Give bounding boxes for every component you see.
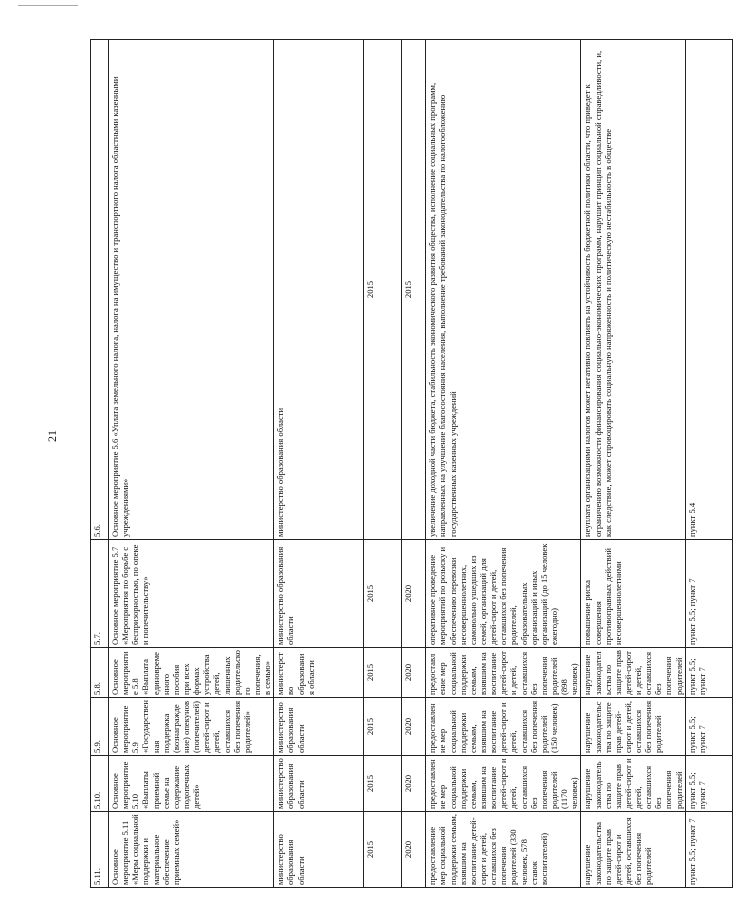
cell-start-5-11: 2015 — [364, 812, 402, 888]
cell-result-5-6: увеличение доходной части бюджета, стабильность экономического развития общества, исполнение социальных программ, направленных на улучшение благосостояния населения, выполнение требований законодательства по налогообложению государственных казенных учреждений — [426, 40, 581, 540]
cell-start-5-9: 2015 — [364, 698, 402, 756]
top-rule — [18, 5, 78, 6]
field-row-link — [685, 40, 732, 888]
cell-title-5-10: Основное мероприятие 5.10 «Выплаты приемной семье на содержание подопечных детей» — [109, 756, 274, 812]
cell-title-5-9: Основное мероприятие 5.9 «Государственная поддержка (вознаграждение) опекунов (попечителей) детей-сирот и детей, оставшихся без попечения родителей» — [109, 698, 274, 756]
cell-link-5-6: пункт 5.4 — [685, 40, 732, 540]
cell-consequence-5-9: нарушение законодательства по защите прав детей-сирот и детей, оставшихся без попечения родителей — [581, 698, 685, 756]
cell-executor-5-8: министерство образования области — [274, 648, 364, 698]
cell-end-5-8: 2020 — [402, 648, 426, 698]
cell-start-5-7: 2015 — [364, 540, 402, 648]
cell-end-5-11: 2020 — [402, 812, 426, 888]
field-row-end — [402, 40, 426, 888]
field-row-executor — [274, 40, 364, 888]
field-row-start — [364, 40, 402, 888]
cell-start-5-6: 2015 — [364, 40, 402, 540]
cell-executor-5-7: министерство образования области — [274, 540, 364, 648]
cell-result-5-9: предоставление мер социальной поддержки семьям, взявшим на воспитание детей-сирот и детей, оставшихся без попечения родителей (150 человек) — [426, 698, 581, 756]
cell-consequence-5-10: нарушение законодательства по защите прав детей-сирот и детей, оставшихся без попечения родителей — [581, 756, 685, 812]
cell-result-5-10: предоставление мер социальной поддержки семьям, взявшим на воспитание детей-сирот и детей, оставшихся без попечения родителей (1170 человек) — [426, 756, 581, 812]
cell-num-5-10: 5.10. — [91, 756, 109, 812]
cell-end-5-6: 2015 — [402, 40, 426, 540]
page-number: 21 — [45, 430, 59, 442]
cell-result-5-11: предоставление мер социальной поддержки семьям, взявшим на воспитание детей-сирот и детей, оставшихся без попечения родителей (330 человек, 578 ставок воспитателей) — [426, 812, 581, 888]
cell-num-5-8: 5.8. — [91, 648, 109, 698]
cell-executor-5-9: министерство образования области — [274, 698, 364, 756]
cell-consequence-5-7: повышение риска совершения противоправных действий несовершеннолетними — [581, 540, 685, 648]
cell-end-5-10: 2020 — [402, 756, 426, 812]
cell-title-5-11: Основное мероприятие 5.11 «Меры социальной поддержки и материальное обеспечение приемных семей» — [109, 812, 274, 888]
cell-result-5-7: оперативное проведение мероприятий по розыску и обеспечению перевозки несовершеннолетних, самовольно ушедших из семей, организаций для детей-сирот и детей, оставшихся без попечения родителей, образовательных организаций и иных организаций (до 15 человек ежегодно) — [426, 540, 581, 648]
cell-consequence-5-8: нарушение законодательства по защите прав детей-сирот и детей, оставшихся без попечения родителей — [581, 648, 685, 698]
cell-num-5-11: 5.11. — [91, 812, 109, 888]
program-activities-table — [90, 39, 733, 888]
cell-start-5-10: 2015 — [364, 756, 402, 812]
cell-start-5-8: 2015 — [364, 648, 402, 698]
rotated-table-canvas — [90, 40, 707, 888]
cell-num-5-6: 5.6. — [91, 40, 109, 540]
cell-executor-5-6: министерство образования области — [274, 40, 364, 540]
cell-end-5-7: 2020 — [402, 540, 426, 648]
cell-consequence-5-11: нарушение законодательства по защите прав детей-сирот и детей, оставшихся без попечения родителей — [581, 812, 685, 888]
cell-link-5-10: пункт 5.5; пункт 7 — [685, 756, 732, 812]
cell-executor-5-11: министерство образования области — [274, 812, 364, 888]
cell-executor-5-10: министерство образования области — [274, 756, 364, 812]
field-row-title — [109, 40, 274, 888]
cell-result-5-8: предоставление мер социальной поддержки семьям, взявшим на воспитание детей-сирот и детей, оставшихся без попечения родителей (898 человек) — [426, 648, 581, 698]
cell-num-5-7: 5.7. — [91, 540, 109, 648]
cell-num-5-9: 5.9. — [91, 698, 109, 756]
field-row-num — [91, 40, 109, 888]
field-row-result — [426, 40, 581, 888]
cell-title-5-6: Основное мероприятие 5.6 «Уплата земельного налога, налога на имущество и транспортного налога областными казенными учреждениями» — [109, 40, 274, 540]
cell-title-5-7: Основное мероприятие 5.7 «Мероприятия по борьбе с беспризорностью, по опеке и попечительству» — [109, 540, 274, 648]
cell-link-5-9: пункт 5.5; пункт 7 — [685, 698, 732, 756]
cell-consequence-5-6: неуплата организациями налогов может негативно повлиять на устойчивость бюджетной политики области, что приведет к ограничению возможности финансирования социально-экономических программ, нарушит принцип социальной справедливости, и, как следствие, может спровоцировать социальную напряженность и политическую нестабильность в обществе — [581, 40, 685, 540]
cell-title-5-8: Основное мероприятие 5.8 «Выплата единовременного пособия при всех формах устройства детей, лишенных родительского попечения, в семью» — [109, 648, 274, 698]
cell-end-5-9: 2020 — [402, 698, 426, 756]
cell-link-5-11: пункт 5.5; пункт 7 — [685, 812, 732, 888]
field-row-consequence — [581, 40, 685, 888]
cell-link-5-7: пункт 5.5; пункт 7 — [685, 540, 732, 648]
cell-link-5-8: пункт 5.5; пункт 7 — [685, 648, 732, 698]
